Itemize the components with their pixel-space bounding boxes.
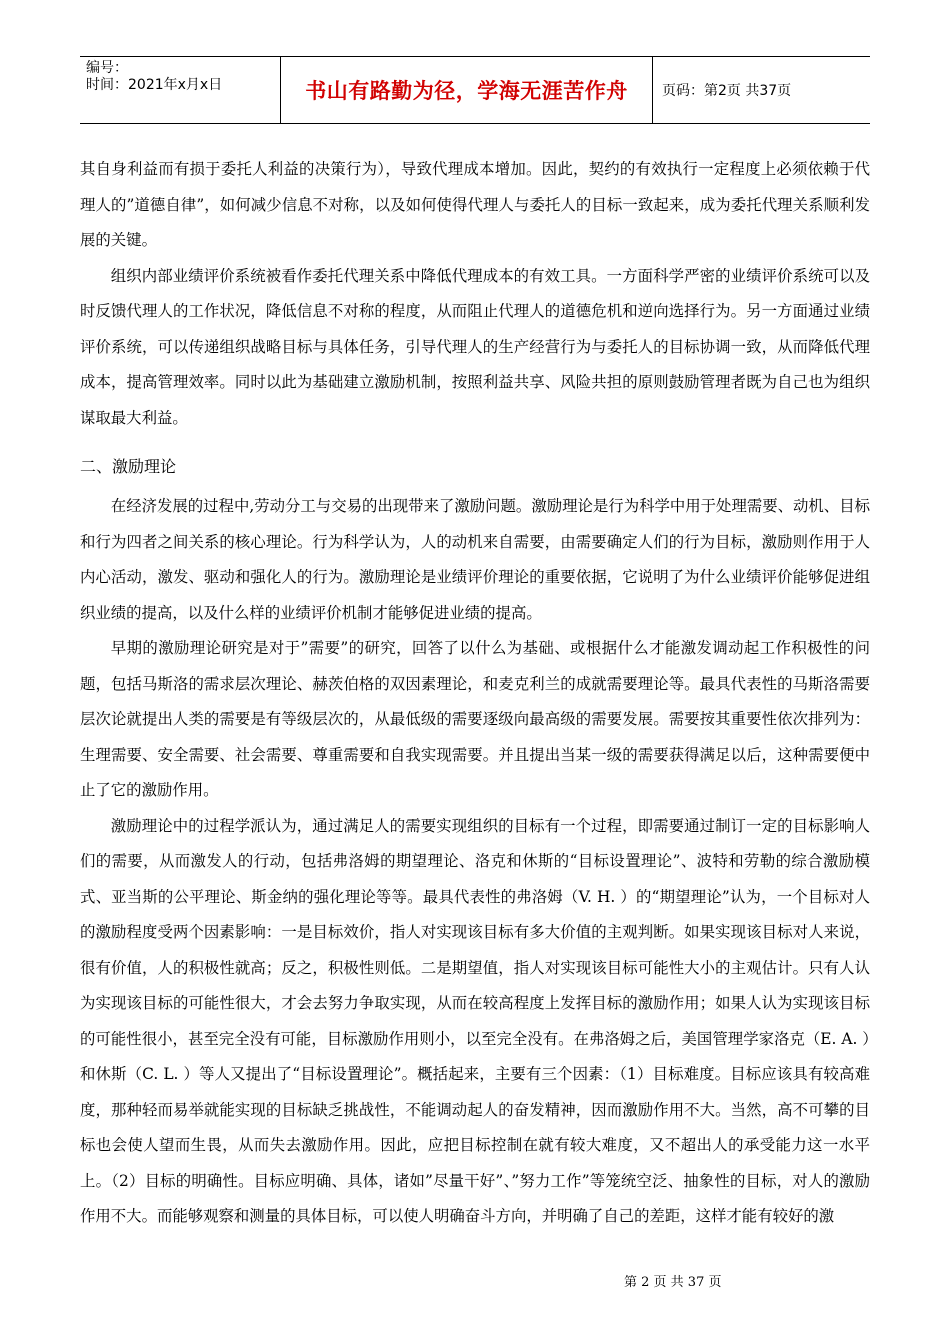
- paragraph: 其自身利益而有损于委托人利益的决策行为），导致代理成本增加。因此，契约的有效执行一定程度上必须依赖于代理人的”道德自律”，如何减少信息不对称，以及如何使得代理人与委托人的目标一致起来，成为委托代理关系顺利发展的关键。: [80, 160, 870, 249]
- header-meta: [80, 57, 281, 123]
- section-heading: 二、激励理论: [80, 457, 177, 476]
- paragraph: 在经济发展的过程中,劳动分工与交易的出现带来了激励问题。激励理论是行为科学中用于处理需要、动机、目标和行为四者之间关系的核心理论。行为科学认为，人的动机来自需要，由需要确定人们的行为目标，激励则作用于人内心活动，激发、驱动和强化人的行为。激励理论是业绩评价理论的重要依据，它说明了为什么业绩评价能够促进组织业绩的提高，以及什么样的业绩评价机制才能够促进业绩的提高。: [80, 497, 870, 622]
- paragraph: 早期的激励理论研究是对于”需要”的研究，回答了以什么为基础、或根据什么才能激发调动起工作积极性的问题，包括马斯洛的需求层次理论、赫茨伯格的双因素理论，和麦克利兰的成就需要理论等。最具代表性的马斯洛需要层次论就提出人类的需要是有等级层次的，从最低级的需要逐级向最高级的需要发展。需要按其重要性依次排列为：生理需要、安全需要、社会需要、尊重需要和自我实现需要。并且提出当某一级的需要获得满足以后，这种需要便中止了它的激励作用。: [80, 639, 870, 799]
- header-page-number: 页码：第2页 共37页: [662, 83, 792, 99]
- document-body: [80, 152, 870, 1235]
- header-time: 时间：2021年x月x日: [86, 77, 223, 93]
- paragraph: 组织内部业绩评价系统被看作委托代理关系中降低代理成本的有效工具。一方面科学严密的业绩评价系统可以及时反馈代理人的工作状况，降低信息不对称的程度，从而阻止代理人的道德危机和逆向选择行为。另一方面通过业绩评价系统，可以传递组织战略目标与具体任务，引导代理人的生产经营行为与委托人的目标协调一致，从而降低代理成本，提高管理效率。同时以此为基础建立激励机制，按照利益共享、风险共担的原则鼓励管理者既为自己也为组织谋取最大利益。: [80, 266, 870, 427]
- page-header: [80, 56, 870, 124]
- header-number: 编号：: [86, 60, 128, 76]
- page-footer: 第 2 页 共 37 页: [624, 1275, 722, 1290]
- header-motto: 书山有路勤为径，学海无涯苦作舟: [281, 57, 653, 123]
- paragraph: 激励理论中的过程学派认为，通过满足人的需要实现组织的目标有一个过程，即需要通过制订一定的目标影响人们的需要，从而激发人的行动，包括弗洛姆的期望理论、洛克和休斯的“目标设置理论”、波特和劳勒的综合激励模式、亚当斯的公平理论、斯金纳的强化理论等等。最具代表性的弗洛姆（V. H. ）的“期望理论”认为，一个目标对人的激励程度受两个因素影响：一是目标效价，指人对实现该目标有多大价值的主观判断。如果实现该目标对人来说，很有价值，人的积极性就高；反之，积极性则低。二是期望值，指人对实现该目标可能性大小的主观估计。只有人认为实现该目标的可能性很大，才会去努力争取实现，从而在较高程度上发挥目标的激励作用；如果人认为实现该目标的可能性很小，甚至完全没有可能，目标激励作用则小，以至完全没有。在弗洛姆之后，美国管理学家洛克（E. A. ）和休斯（C. L. ）等人又提出了“目标设置理论”。概括起来，主要有三个因素：（1）目标难度。目标应该具有较高难度，那种轻而易举就能实现的目标缺乏挑战性，不能调动起人的奋发精神，因而激励作用不大。当然，高不可攀的目标也会使人望而生畏，从而失去激励作用。因此，应把目标控制在就有较大难度，又不超出人的承受能力这一水平上。（2）目标的明确性。目标应明确、具体，诸如”尽量干好”、”努力工作”等笼统空泛、抽象性的目标，对人的激励作用不大。而能够观察和测量的具体目标，可以使人明确奋斗方向，并明确了自己的差距，这样才能有较好的激: [80, 816, 870, 1225]
